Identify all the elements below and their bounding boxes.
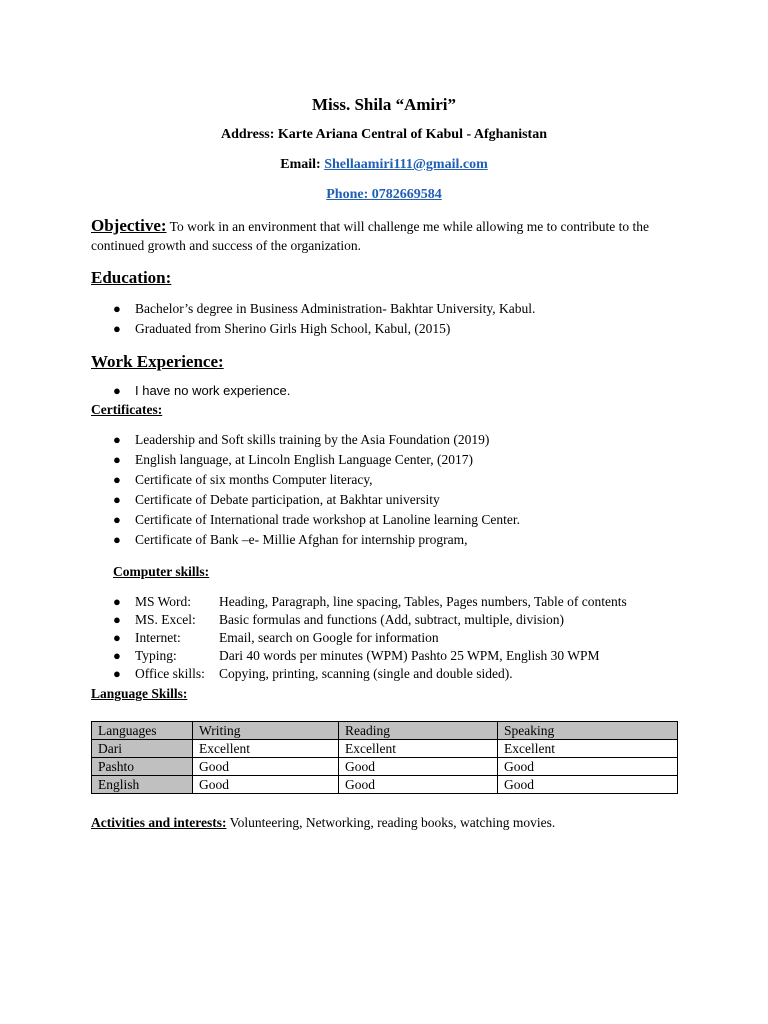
computer-skills-heading: Computer skills:	[113, 564, 210, 579]
bullet-icon: ●	[113, 492, 121, 507]
bullet-icon: ●	[113, 594, 121, 609]
table-cell: Good	[193, 776, 339, 794]
table-cell: Excellent	[339, 740, 498, 758]
activities-text: Volunteering, Networking, reading books, watching movies.	[229, 815, 556, 830]
objective-label: Objective:	[91, 216, 167, 235]
candidate-name: Miss. Shila “Amiri”	[311, 95, 457, 114]
bullet-icon: ●	[113, 321, 121, 336]
table-cell: Excellent	[193, 740, 339, 758]
table-cell: Good	[193, 758, 339, 776]
table-cell: Good	[498, 776, 678, 794]
table-header-cell: Speaking	[498, 722, 678, 740]
email-line	[0, 157, 768, 173]
email-label: Email:	[280, 157, 321, 172]
computer-skills-list	[113, 593, 627, 683]
address-value: Karte Ariana Central of Kabul - Afghanistan	[277, 127, 548, 142]
list-item: ● Graduated from Sherino Girls High School, Kabul, (2015)	[113, 319, 535, 339]
table-cell: Dari	[92, 740, 193, 758]
bullet-icon: ●	[113, 432, 121, 447]
bullet-icon: ●	[113, 472, 121, 487]
certificates-list	[113, 430, 520, 550]
list-item: ● Office skills: Copying, printing, scanning (single and double sided).	[113, 666, 513, 681]
objective-section	[91, 216, 691, 255]
table-cell: Good	[339, 776, 498, 794]
bullet-icon: ●	[113, 630, 121, 645]
address-line	[0, 127, 768, 143]
bullet-icon: ●	[113, 383, 121, 398]
list-item: ● Certificate of six months Computer literacy,	[113, 470, 520, 490]
table-cell: Pashto	[92, 758, 193, 776]
table-cell: Excellent	[498, 740, 678, 758]
table-cell: Good	[339, 758, 498, 776]
phone-line[interactable]: Phone: 0782669584	[326, 187, 442, 202]
work-experience-heading: Work Experience:	[91, 352, 224, 371]
bullet-icon: ●	[113, 301, 121, 316]
list-item: ● Leadership and Soft skills training by the Asia Foundation (2019)	[113, 430, 520, 450]
certificates-heading: Certificates:	[91, 402, 163, 417]
table-row	[92, 740, 678, 758]
table-header-cell: Reading	[339, 722, 498, 740]
bullet-icon: ●	[113, 612, 121, 627]
bullet-icon: ●	[113, 666, 121, 681]
email-link[interactable]: Shellaamiri111@gmail.com	[324, 157, 488, 172]
list-item: ● MS. Excel: Basic formulas and functions (Add, subtract, multiple, division)	[113, 612, 564, 627]
activities-section	[91, 815, 555, 831]
list-item: ● MS Word: Heading, Paragraph, line spacing, Tables, Pages numbers, Table of contents	[113, 594, 627, 609]
table-cell: English	[92, 776, 193, 794]
list-item: ● Typing: Dari 40 words per minutes (WPM) Pashto 25 WPM, English 30 WPM	[113, 648, 600, 663]
bullet-icon: ●	[113, 648, 121, 663]
list-item: ● I have no work experience.	[113, 381, 290, 401]
list-item: ● English language, at Lincoln English Language Center, (2017)	[113, 450, 520, 470]
language-skills-heading: Language Skills:	[91, 686, 188, 701]
table-row	[92, 776, 678, 794]
table-header-cell: Writing	[193, 722, 339, 740]
list-item: ● Certificate of Bank –e- Millie Afghan for internship program,	[113, 530, 520, 550]
list-item: ● Certificate of International trade workshop at Lanoline learning Center.	[113, 510, 520, 530]
list-item: ● Internet: Email, search on Google for information	[113, 630, 439, 645]
table-header-cell: Languages	[92, 722, 193, 740]
activities-label: Activities and interests:	[91, 815, 227, 830]
list-item: ● Certificate of Debate participation, at Bakhtar university	[113, 490, 520, 510]
work-experience-list	[113, 381, 290, 401]
education-list	[113, 299, 535, 339]
table-cell: Good	[498, 758, 678, 776]
language-skills-table	[91, 721, 678, 794]
bullet-icon: ●	[113, 452, 121, 467]
objective-text: To work in an environment that will challenge me while allowing me to contribute to the continued growth and success of the organization.	[91, 219, 649, 253]
address-label: Address:	[220, 127, 275, 142]
table-header-row	[92, 722, 678, 740]
table-row	[92, 758, 678, 776]
education-heading: Education:	[91, 268, 172, 287]
bullet-icon: ●	[113, 512, 121, 527]
bullet-icon: ●	[113, 532, 121, 547]
list-item: ● Bachelor’s degree in Business Administration- Bakhtar University, Kabul.	[113, 299, 535, 319]
